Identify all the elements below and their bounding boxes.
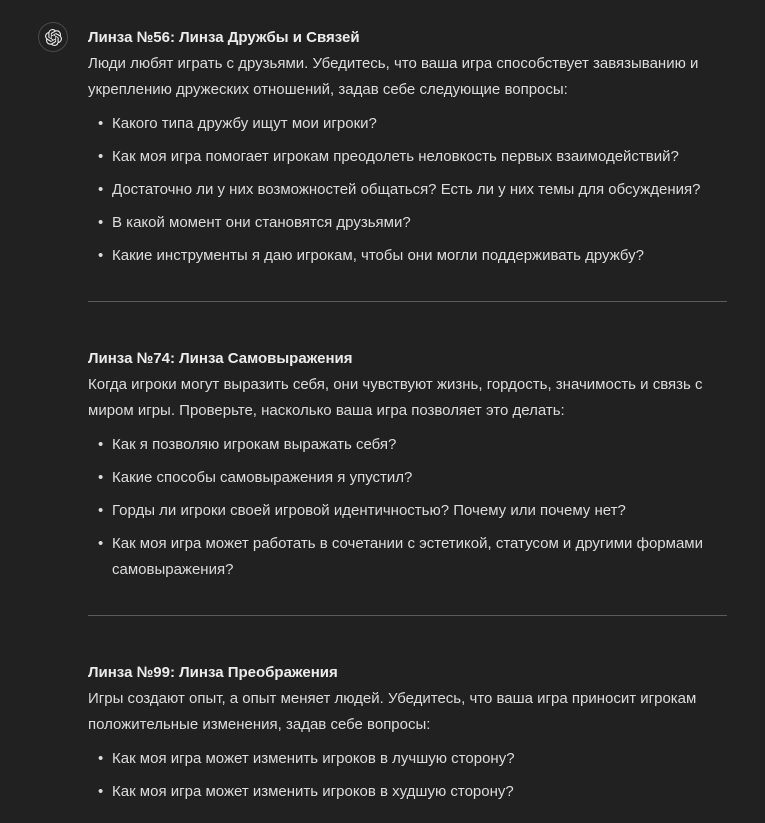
- lens-heading: Линза №99: Линза Преображения: [88, 664, 338, 681]
- list-item: [88, 779, 727, 805]
- list-item: [88, 746, 727, 772]
- list-item-text: Какого типа дружбу ищут мои игроки?: [112, 115, 377, 132]
- list-item-text: В какой момент они становятся друзьями?: [112, 214, 411, 231]
- lens-questions-list: [88, 746, 727, 805]
- list-item: [88, 243, 727, 269]
- lens-description: Игры создают опыт, а опыт меняет людей. Убедитесь, что ваша игра приносит игрокам положительные изменения, задав себе вопросы:: [88, 690, 697, 733]
- lens-description: Люди любят играть с друзьями. Убедитесь, что ваша игра способствует завязыванию и укреплению дружеских отношений, задав себе следующие вопросы:: [88, 55, 699, 98]
- lens-section-74: [88, 346, 727, 583]
- list-item: [88, 144, 727, 170]
- list-item: [88, 465, 727, 491]
- list-item-text: Какие инструменты я даю игрокам, чтобы они могли поддерживать дружбу?: [112, 247, 645, 264]
- list-item: [88, 531, 727, 583]
- lens-questions-list: [88, 432, 727, 583]
- section-divider: [88, 301, 727, 302]
- lens-section-56: [88, 25, 727, 269]
- section-divider: [88, 615, 727, 616]
- list-item-text: Как моя игра помогает игрокам преодолеть неловкость первых взаимодействий?: [112, 148, 679, 165]
- list-item-text: Как моя игра может работать в сочетании с эстетикой, статусом и другими формами самовыражения?: [112, 535, 703, 578]
- list-item-text: Горды ли игроки своей игровой идентичностью? Почему или почему нет?: [112, 502, 626, 519]
- list-item-text: Достаточно ли у них возможностей общаться? Есть ли у них темы для обсуждения?: [112, 181, 701, 198]
- message-content: [88, 0, 727, 812]
- list-item-text: Как моя игра может изменить игроков в лучшую сторону?: [112, 750, 515, 767]
- list-item: [88, 210, 727, 236]
- list-item: [88, 177, 727, 203]
- list-item: [88, 432, 727, 458]
- assistant-avatar: [38, 22, 68, 52]
- list-item-text: Какие способы самовыражения я упустил?: [112, 469, 413, 486]
- lens-section-99: [88, 660, 727, 805]
- list-item: [88, 498, 727, 524]
- openai-logo-icon: [45, 29, 62, 46]
- lens-questions-list: [88, 111, 727, 269]
- lens-heading: Линза №56: Линза Дружбы и Связей: [88, 29, 360, 46]
- list-item-text: Как моя игра может изменить игроков в худшую сторону?: [112, 783, 514, 800]
- list-item: [88, 111, 727, 137]
- lens-heading: Линза №74: Линза Самовыражения: [88, 350, 353, 367]
- list-item-text: Как я позволяю игрокам выражать себя?: [112, 436, 397, 453]
- lens-description: Когда игроки могут выразить себя, они чувствуют жизнь, гордость, значимость и связь с миром игры. Проверьте, насколько ваша игра позволяет это делать:: [88, 376, 703, 419]
